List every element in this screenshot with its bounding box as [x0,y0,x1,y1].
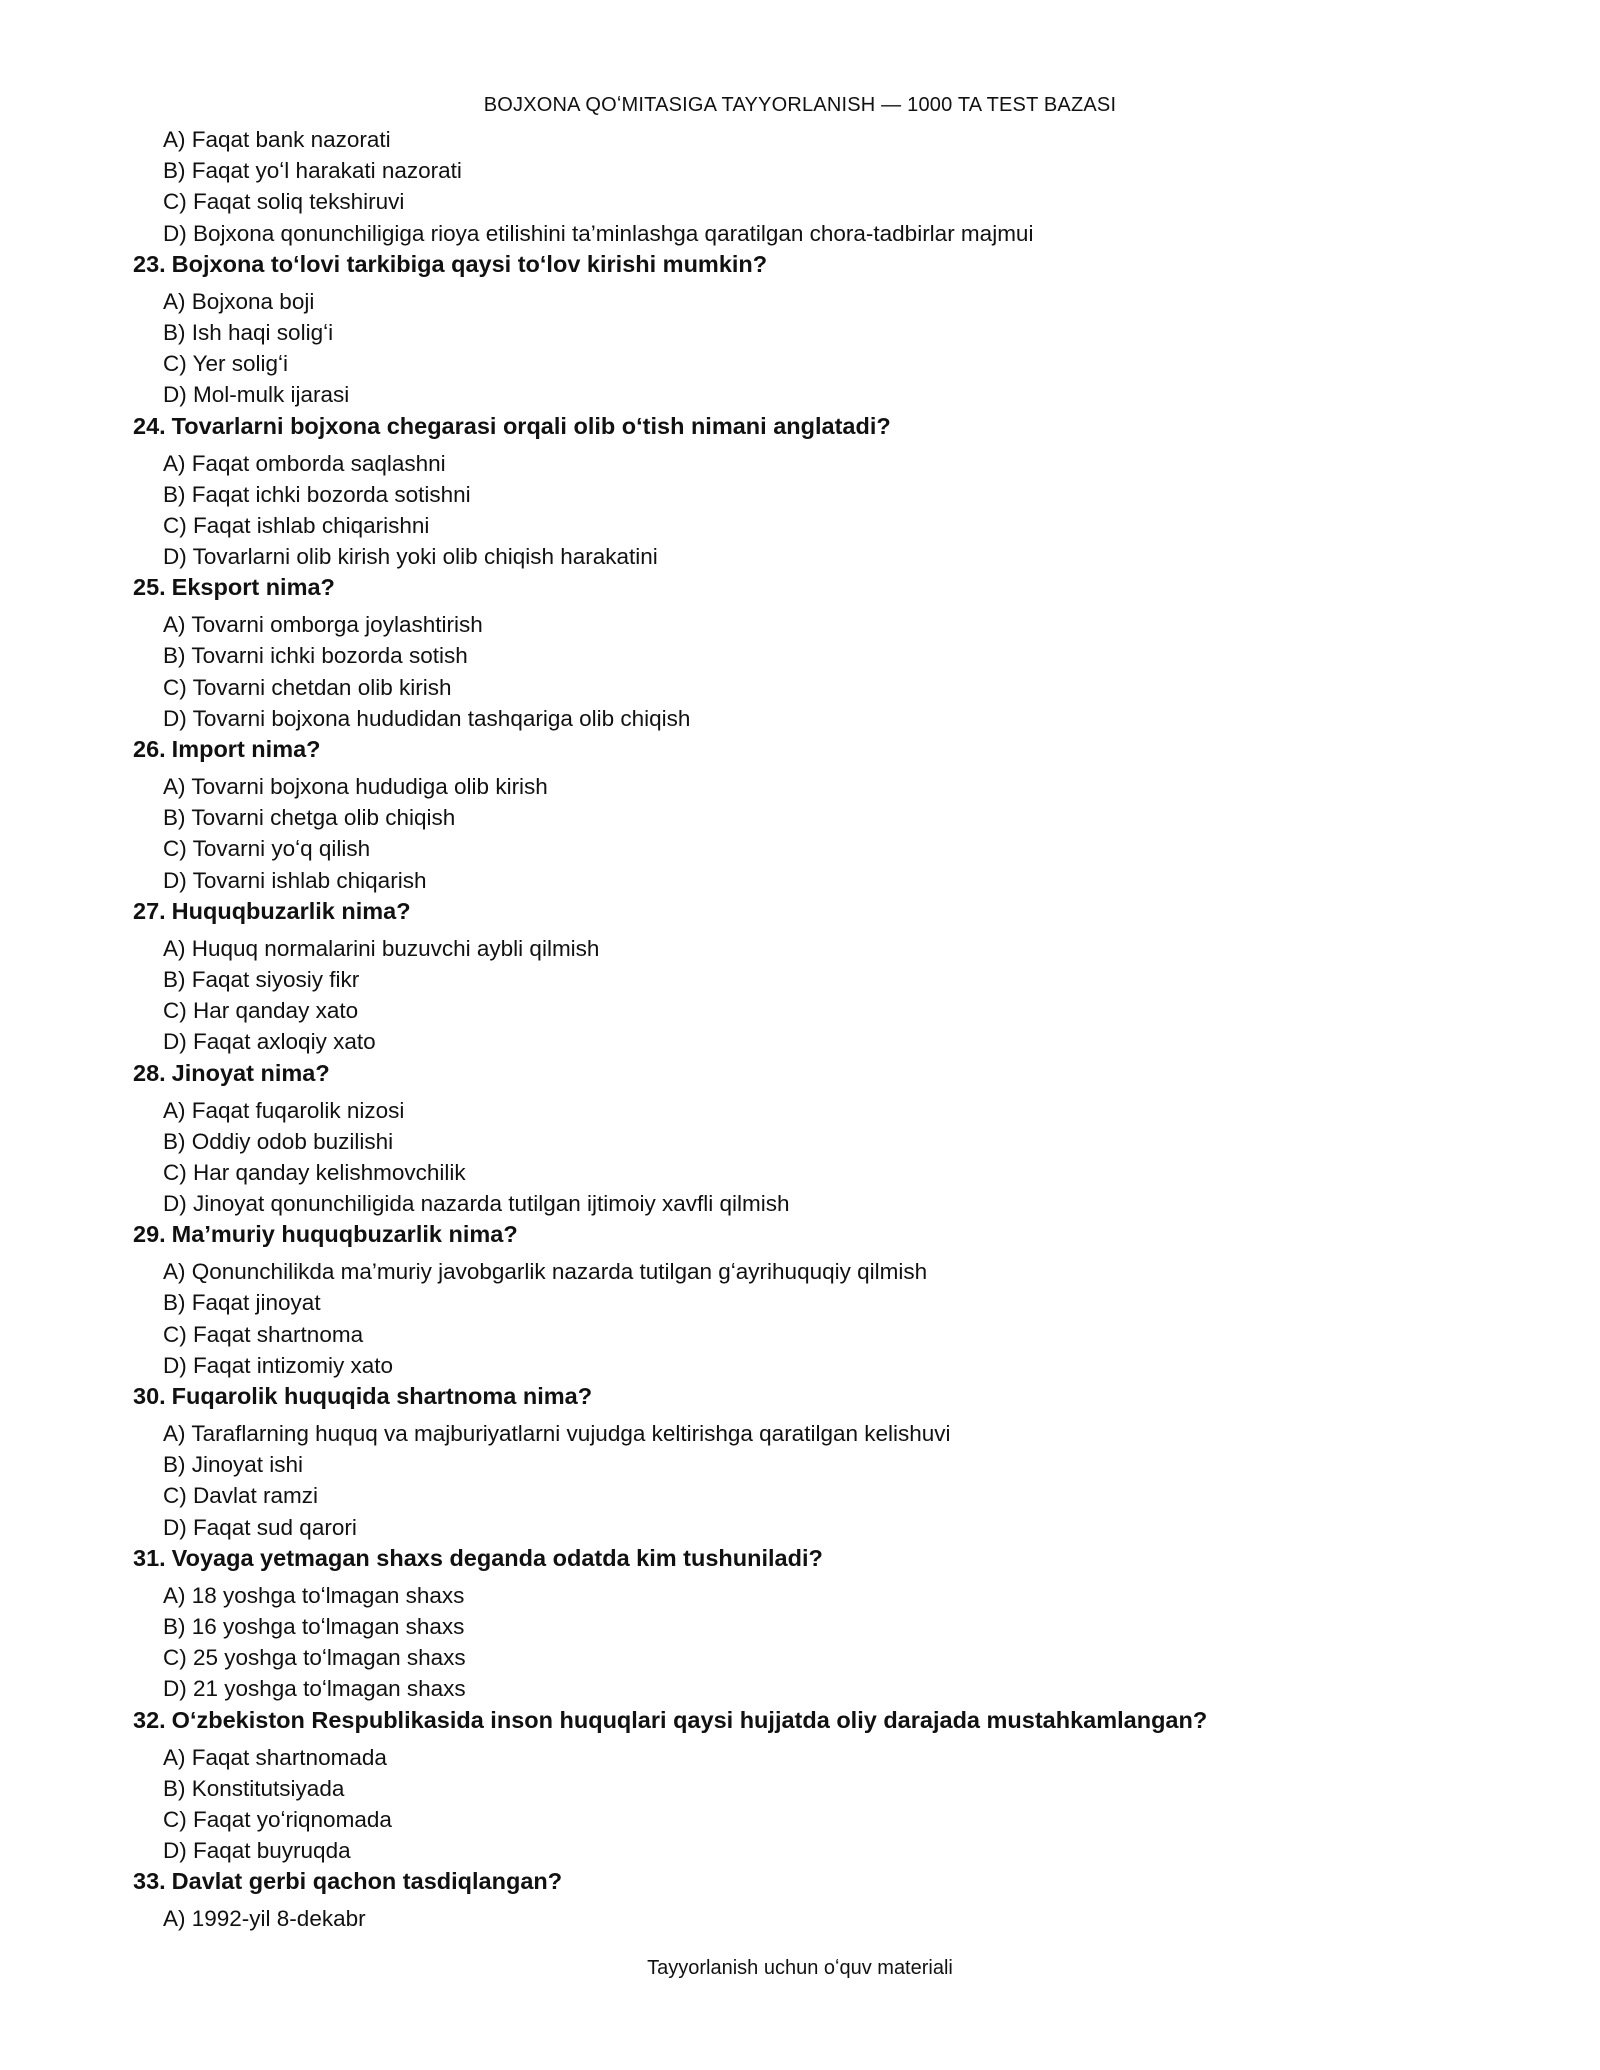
answer-option: D) Faqat sud qarori [163,1514,357,1540]
question-text: Tovarlarni bojxona chegarasi orqali olib oʻtish nimani anglatadi? [171,412,891,439]
answer-option: C) Har qanday xato [163,998,359,1024]
answer-option: D) Faqat buyruqda [163,1838,351,1864]
answer-option: B) Oddiy odob buzilishi [163,1128,394,1154]
question-title [133,1381,1533,1412]
question-title [133,572,1533,603]
answer-option: D) Faqat intizomiy xato [163,1352,394,1378]
answer-option: B) Tovarni chetga olib chiqish [163,805,456,831]
answer-option: B) Tovarni ichki bozorda sotish [163,643,468,669]
answer-option: A) Bojxona boji [163,288,315,314]
answer-option: C) Tovarni yoʻq qilish [163,836,371,862]
question-block [133,734,1533,896]
answer-option: D) Jinoyat qonunchiligida nazarda tutilgan ijtimoiy xavfli qilmish [163,1191,790,1217]
answer-option: C) Davlat ramzi [163,1483,319,1509]
answer-option: D) Tovarni ishlab chiqarish [163,867,427,893]
answer-option: B) Faqat jinoyat [163,1290,321,1316]
leading-options [133,124,1533,249]
question-title [133,734,1533,765]
question-block [133,1705,1533,1867]
question-title [133,896,1533,927]
question-number: 30. [133,1383,166,1409]
question-number: 29. [133,1221,166,1248]
answer-option: D) 21 yoshga toʻlmagan shaxs [163,1676,466,1702]
answer-option: B) Jinoyat ishi [163,1452,304,1478]
test-content [133,124,1533,1934]
question-number: 24. [133,412,166,439]
answer-option: A) Faqat bank nazorati [163,127,391,152]
answer-option: B) Faqat siyosiy fikr [163,966,360,992]
page-footer: Tayyorlanish uchun oʻquv materiali [647,1957,953,1979]
answer-option: C) Yer soligʻi [163,351,289,377]
question-block [133,1543,1533,1705]
answer-option: C) Faqat ishlab chiqarishni [163,512,430,538]
answer-option: C) Faqat shartnoma [163,1321,364,1347]
question-text: Voyaga yetmagan shaxs deganda odatda kim tushuniladi? [171,1544,823,1571]
question-number: 33. [133,1868,166,1895]
question-text: Davlat gerbi qachon tasdiqlangan? [171,1868,563,1895]
answer-option: D) Faqat axloqiy xato [163,1029,376,1055]
answer-option: B) Konstitutsiyada [163,1775,345,1801]
question-number: 31. [133,1544,166,1571]
answer-option: A) Faqat shartnomada [163,1744,387,1770]
answer-option: A) Taraflarning huquq va majburiyatlarni vujudga keltirishga qaratilgan kelishuvi [163,1421,951,1446]
question-number: 26. [133,736,166,762]
answer-option: B) Ish haqi soligʻi [163,319,334,345]
question-block [133,411,1533,573]
question-text: Bojxona toʻlovi tarkibiga qaysi toʻlov kirishi mumkin? [171,250,768,277]
question-number: 28. [133,1059,166,1086]
question-block [133,896,1533,1058]
question-title [133,1058,1533,1089]
question-title [133,411,1533,442]
question-text: Ma’muriy huquqbuzarlik nima? [171,1221,518,1248]
answer-option: D) Tovarni bojxona hududidan tashqariga olib chiqish [163,705,691,731]
question-text: Fuqarolik huquqida shartnoma nima? [171,1383,593,1409]
question-block [133,572,1533,734]
answer-option: A) 1992-yil 8-dekabr [163,1906,366,1932]
answer-option: B) Faqat ichki bozorda sotishni [163,481,471,507]
answer-option: D) Mol-mulk ijarasi [163,382,350,408]
answer-option: D) Bojxona qonunchiligiga rioya etilishini ta’minlashga qaratilgan chora-tadbirlar majmui [163,220,1034,246]
question-number: 27. [133,897,166,924]
answer-option: A) 18 yoshga toʻlmagan shaxs [163,1582,465,1608]
question-text: Eksport nima? [171,574,335,601]
page-header: BOJXONA QOʻMITASIGA TAYYORLANISH — 1000 TA TEST BAZASI [483,94,1117,116]
question-text: Jinoyat nima? [171,1059,330,1086]
question-title [133,1866,1533,1897]
answer-option: A) Qonunchilikda ma’muriy javobgarlik nazarda tutilgan gʻayrihuquqiy qilmish [163,1259,928,1285]
answer-option: C) Faqat soliq tekshiruvi [163,189,405,215]
question-title [133,249,1533,280]
question-block [133,249,1533,411]
answer-option: C) Tovarni chetdan olib kirish [163,674,452,700]
question-block [133,1219,1533,1381]
answer-option: A) Tovarni omborga joylashtirish [163,612,483,638]
question-number: 25. [133,574,166,601]
answer-option: C) 25 yoshga toʻlmagan shaxs [163,1645,466,1671]
questions-list [133,249,1533,1935]
answer-option: C) Faqat yoʻriqnomada [163,1806,392,1832]
answer-option: B) Faqat yoʻl harakati nazorati [163,158,462,184]
question-block [133,1866,1533,1934]
answer-option: A) Faqat fuqarolik nizosi [163,1097,405,1123]
question-text: Import nima? [171,736,321,762]
answer-option: A) Huquq normalarini buzuvchi aybli qilmish [163,935,600,961]
answer-option: A) Tovarni bojxona hududiga olib kirish [163,774,548,799]
answer-option: C) Har qanday kelishmovchilik [163,1159,466,1185]
answer-option: A) Faqat omborda saqlashni [163,450,446,476]
answer-option: B) 16 yoshga toʻlmagan shaxs [163,1613,465,1639]
question-text: Oʻzbekiston Respublikasida inson huquqlari qaysi hujjatda oliy darajada mustahkamlangan? [171,1706,1208,1733]
question-block [133,1058,1533,1220]
question-number: 32. [133,1706,166,1733]
question-number: 23. [133,250,166,277]
question-text: Huquqbuzarlik nima? [171,897,411,924]
question-title [133,1543,1533,1574]
question-title [133,1705,1533,1736]
answer-option: D) Tovarlarni olib kirish yoki olib chiqish harakatini [163,544,658,570]
question-title [133,1219,1533,1250]
question-block [133,1381,1533,1543]
